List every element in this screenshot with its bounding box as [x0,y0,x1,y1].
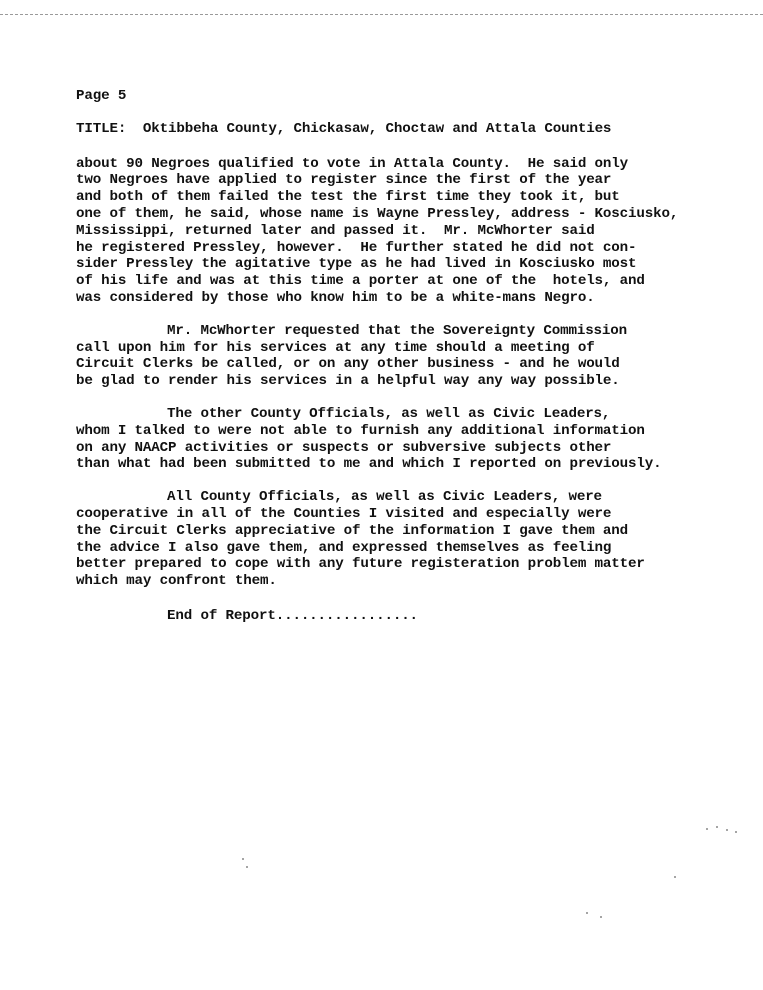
paragraph [76,323,746,390]
document-title [76,121,746,138]
text-line: call upon him for his services at any time should a meeting of [76,339,595,356]
text-line: Mr. McWhorter requested that the Sovereignty Commission [167,322,628,339]
scan-speck [242,858,244,860]
text-line: The other County Officials, as well as Civic Leaders, [167,405,611,422]
text-line: than what had been submitted to me and which I reported on previously. [76,456,662,473]
scan-speck [726,829,728,831]
paragraph [76,489,746,590]
document-page [76,88,746,625]
scan-speck [706,828,708,830]
text-line: cooperative in all of the Counties I visited and especially were [76,505,612,522]
text-line: on any NAACP activities or suspects or subversive subjects other [76,439,612,456]
text-line: be glad to render his services in a helpful way any way possible. [76,373,620,390]
scan-speck [600,916,602,918]
text-line: the advice I also gave them, and expressed themselves as feeling [76,539,612,556]
title-text: Oktibbeha County, Chickasaw, Choctaw and Attala Counties [142,120,612,137]
page-top-edge [0,14,763,15]
text-line: about 90 Negroes qualified to vote in Attala County. He said only [76,155,629,172]
text-line: one of them, he said, whose name is Wayne Pressley, address - Kosciusko, [76,205,679,222]
text-line: Circuit Clerks be called, or on any other business - and he would [76,356,620,373]
text-line: better prepared to cope with any future registeration problem matter [76,556,645,573]
text-line: he registered Pressley, however. He further stated he did not con- [76,239,637,256]
paragraph [76,156,746,307]
text-line: of his life and was at this time a porter at one of the hotels, and [76,273,645,290]
scan-speck [716,826,718,828]
text-line: Mississippi, returned later and passed it. Mr. McWhorter said [76,222,595,239]
title-prefix: TITLE: [76,120,127,137]
text-line: and both of them failed the test the first time they took it, but [76,189,620,206]
text-line: was considered by those who know him to be a white-mans Negro. [76,289,595,306]
scan-speck [735,831,737,833]
page-number: Page 5 [76,88,127,104]
scan-speck [246,866,248,868]
end-of-report: End of Report................. [167,607,418,624]
scan-speck [674,876,676,878]
text-line: whom I talked to were not able to furnish any additional information [76,422,645,439]
text-line: two Negroes have applied to register since the first of the year [76,172,612,189]
text-line: sider Pressley the agitative type as he had lived in Kosciusko most [76,256,637,273]
text-line: the Circuit Clerks appreciative of the information I gave them and [76,522,629,539]
scan-speck [586,912,588,914]
text-line: All County Officials, as well as Civic Leaders, were [167,489,602,506]
paragraph [76,406,746,473]
text-line: which may confront them. [76,573,277,590]
